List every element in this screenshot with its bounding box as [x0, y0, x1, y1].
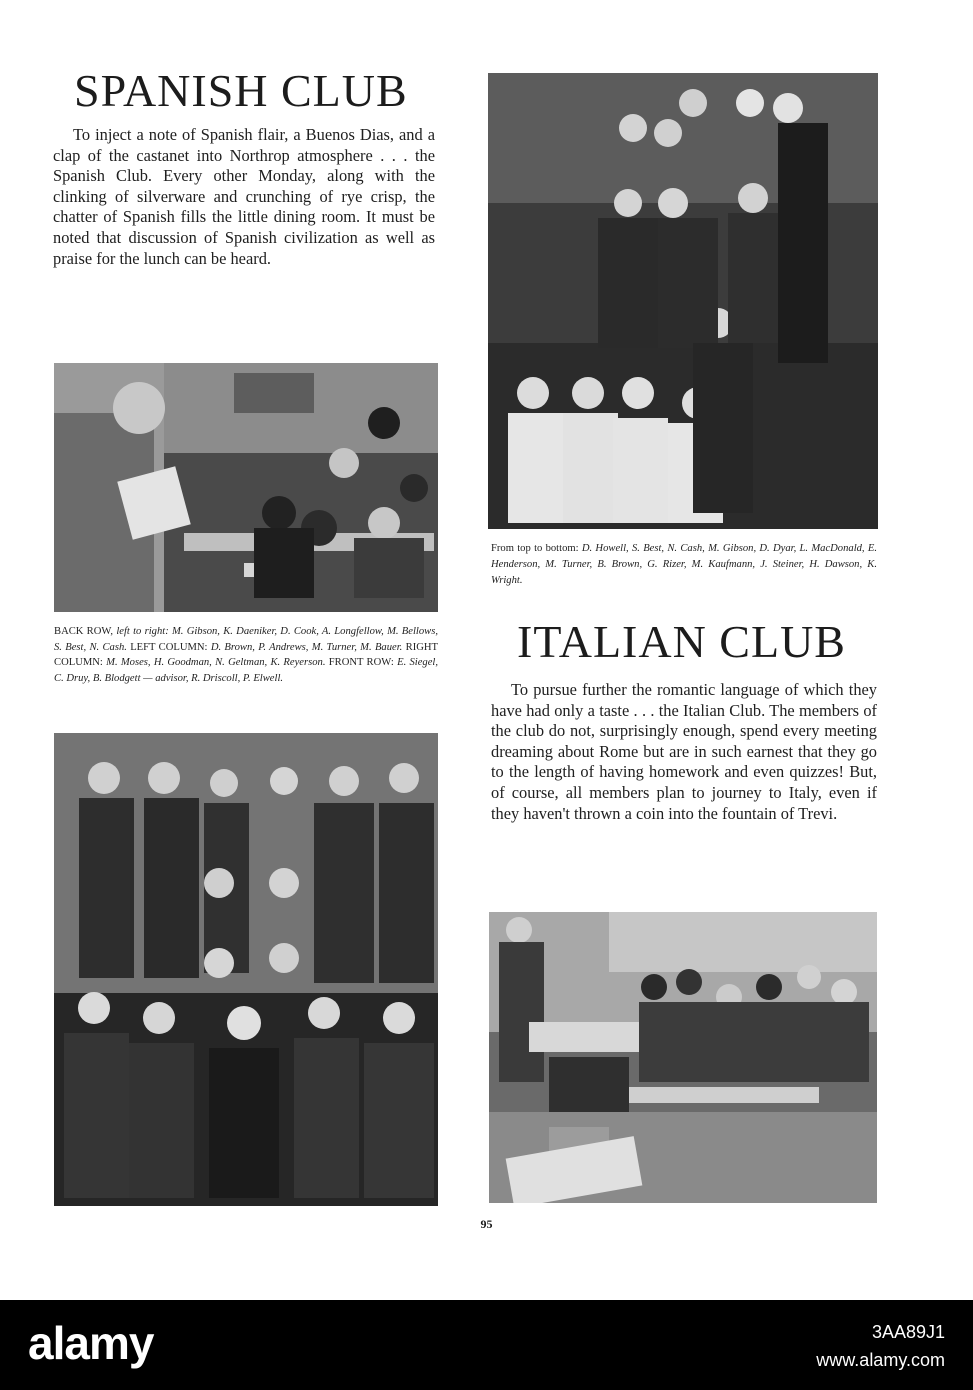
spanish-club-dining-photo [54, 363, 438, 612]
italian-club-body: To pursue further the romantic language of which they have had only a taste . . . the Italian Club. The members of the club do not, surprisingly enough, spend every meeting dreaming about Rome but are in such earnest that they go to the length of having homework and even quizzes! But, of course, all members plan to journey to Italy, even if they haven't thrown a coin into the fountain of Trevi. [491, 680, 877, 823]
spanish-club-group-photo [54, 733, 438, 1206]
spanish-club-body: To inject a note of Spanish flair, a Buenos Dias, and a clap of the castanet into Northrop atmosphere . . . the Spanish Club. Every other Monday, along with the clinking of silverware and crunching of rye crisp, the chatter of Spanish fills the little dining room. It must be noted that discussion of Spanish civilization as well as praise for the lunch can be heard. [53, 125, 435, 268]
alamy-logo: alamy [28, 1317, 154, 1369]
right-group-caption: From top to bottom: D. Howell, S. Best, N. Cash, M. Gibson, D. Dyar, L. MacDonald, E. Henderson, M. Turner, B. Brown, G. Rizer, M. Kaufmann, J. Steiner, H. Dawson, K. Wright. [491, 543, 877, 586]
watermark-info [816, 1318, 945, 1374]
watermark-url: www.alamy.com [816, 1350, 945, 1370]
right-group-photo [488, 73, 878, 529]
spanish-club-caption: BACK ROW, left to right: M. Gibson, K. Daeniker, D. Cook, A. Longfellow, M. Bellows, S. Best, N. Cash. LEFT COLUMN: D. Brown, P. Andrews, M. Turner, M. Bauer. RIGHT COLUMN: M. Moses, H. Goodman, N. Geltman, K. Reyerson. FRONT ROW: E. Siegel, C. Druy, B. Blodgett — advisor, R. Driscoll, P. Elwell. [54, 626, 439, 684]
image-id: 3AA89J1 [871, 1322, 945, 1342]
italian-club-title: ITALIAN CLUB [517, 616, 846, 667]
stock-watermark-bar [0, 1300, 973, 1390]
spanish-club-title: SPANISH CLUB [74, 65, 408, 116]
italian-club-classroom-photo [489, 912, 877, 1203]
page-number: 95 [480, 1217, 493, 1231]
